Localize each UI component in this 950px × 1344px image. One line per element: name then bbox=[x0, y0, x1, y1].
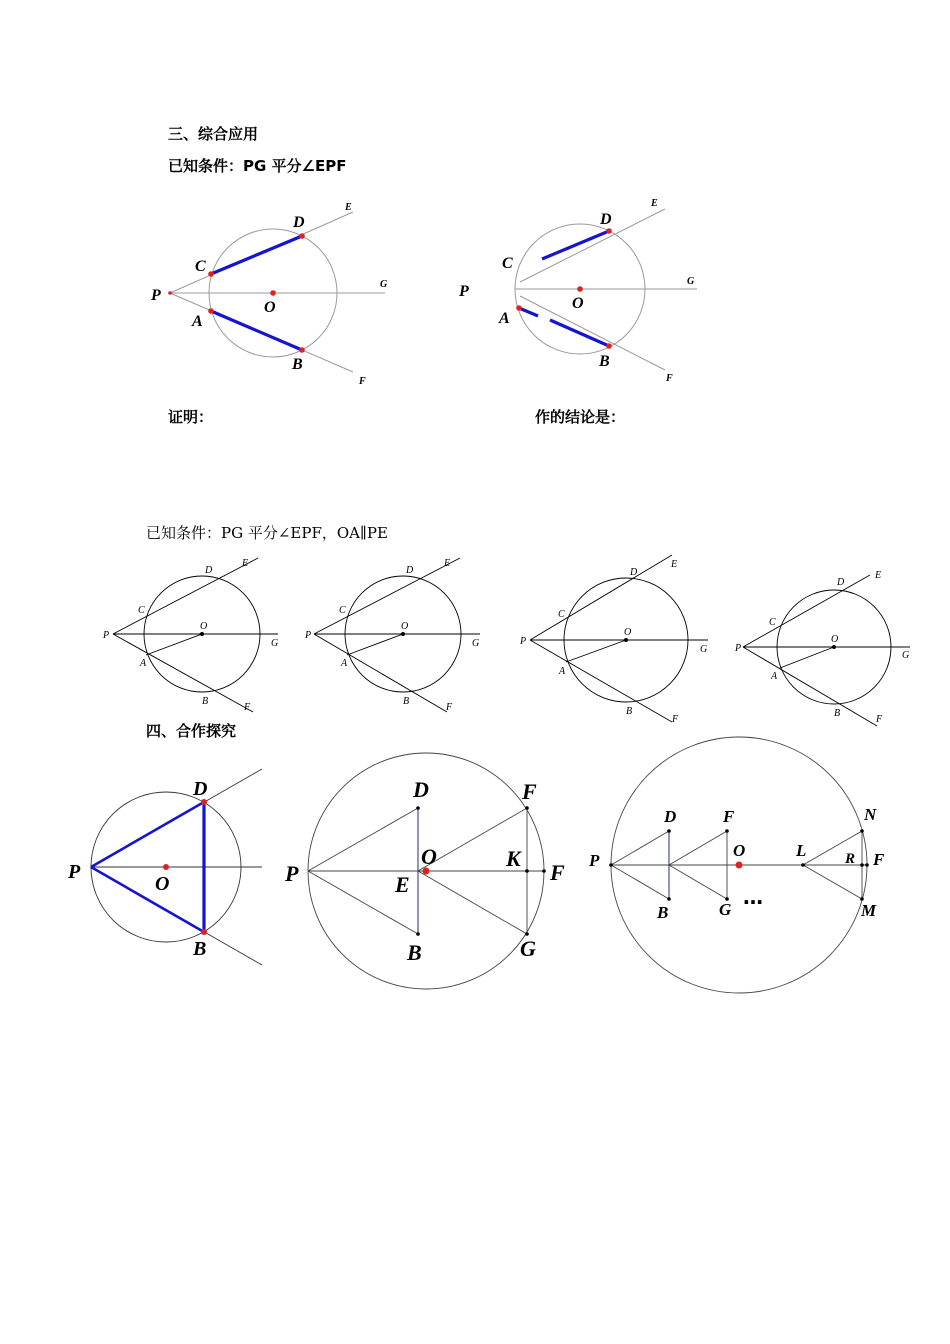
label-K-4b: K bbox=[506, 846, 521, 871]
label-F-3c: F bbox=[672, 714, 679, 725]
label-O-3a: O bbox=[200, 621, 208, 632]
section-3-condition: 已知条件：PG 平分∠EPF bbox=[168, 157, 347, 175]
label-O-3b: O bbox=[401, 621, 409, 632]
label-C-2: C bbox=[502, 255, 513, 272]
label-D-4b: D bbox=[413, 777, 429, 802]
label-R-4c: R bbox=[845, 851, 856, 867]
figure-3c bbox=[519, 555, 708, 725]
label-F2-4c: F bbox=[873, 850, 885, 869]
label-A-3a: A bbox=[140, 658, 147, 669]
label-G-2: G bbox=[687, 276, 695, 287]
label-M-4c: M bbox=[861, 901, 877, 920]
label-F-3a: F bbox=[244, 702, 251, 713]
label-G-4c: G bbox=[719, 900, 732, 919]
label-B-3c: B bbox=[626, 706, 633, 717]
label-P-3c: P bbox=[520, 636, 527, 647]
label-D-3a: D bbox=[205, 565, 213, 576]
label-P-3a: P bbox=[103, 630, 110, 641]
label-E-3d: E bbox=[875, 570, 882, 581]
proof-label: 证明： bbox=[168, 408, 214, 426]
label-G-4b: G bbox=[520, 936, 536, 961]
label-F-2: F bbox=[666, 373, 673, 384]
label-A-2: A bbox=[499, 310, 510, 327]
label-P-2: P bbox=[459, 283, 469, 300]
label-P-3d: P bbox=[735, 643, 742, 654]
label-E-3c: E bbox=[671, 559, 678, 570]
label-E-2: E bbox=[651, 198, 658, 209]
label-F-3d: F bbox=[876, 714, 883, 725]
label-G: G bbox=[380, 279, 388, 290]
label-D: D bbox=[293, 214, 305, 231]
label-P-4b: P bbox=[285, 861, 299, 886]
label-E-4b: E bbox=[395, 872, 410, 897]
label-A-3b: A bbox=[341, 658, 348, 669]
label-D-2: D bbox=[600, 211, 612, 228]
label-F-3b: F bbox=[446, 702, 453, 713]
label-C-3a: C bbox=[138, 605, 145, 616]
label-A-3d: A bbox=[771, 671, 778, 682]
figure-2 bbox=[458, 198, 697, 384]
label-G-3d: G bbox=[902, 650, 910, 661]
label-L-4c: L bbox=[796, 841, 807, 860]
label-P: P bbox=[151, 287, 161, 304]
label-B-4b: B bbox=[407, 940, 422, 965]
label-A: A bbox=[192, 313, 203, 330]
figure-3b bbox=[304, 558, 480, 713]
label-D-3c: D bbox=[630, 567, 638, 578]
label-P-4c: P bbox=[589, 851, 600, 870]
figure-4c bbox=[588, 737, 885, 993]
label-O-3d: O bbox=[831, 634, 839, 645]
label-C-3c: C bbox=[558, 609, 565, 620]
label-C-3b: C bbox=[339, 605, 346, 616]
section-3-heading: 三、综合应用 bbox=[168, 125, 259, 143]
label-D-4c: D bbox=[664, 807, 677, 826]
label-F-4b: F bbox=[522, 779, 537, 804]
label-E-3b: E bbox=[444, 558, 451, 569]
label-B-2: B bbox=[599, 353, 610, 370]
label-O: O bbox=[264, 299, 276, 316]
label-C: C bbox=[195, 258, 206, 275]
label-D-4a: D bbox=[193, 778, 208, 800]
label-F: F bbox=[359, 376, 366, 387]
label-A-3c: A bbox=[559, 666, 566, 677]
label-F-4c: F bbox=[723, 807, 735, 826]
ellipsis-mark: … bbox=[743, 885, 763, 909]
label-G-3b: G bbox=[472, 638, 480, 649]
figure-4b bbox=[284, 753, 565, 989]
figure-3a bbox=[102, 558, 278, 713]
label-P-3b: P bbox=[305, 630, 312, 641]
section-3b-condition: 已知条件：PG 平分∠EPF，OA∥PE bbox=[146, 524, 388, 542]
label-N-4c: N bbox=[864, 805, 877, 824]
label-D-3b: D bbox=[406, 565, 414, 576]
label-B: B bbox=[292, 356, 303, 373]
label-G-3a: G bbox=[271, 638, 279, 649]
label-E: E bbox=[345, 202, 352, 213]
label-E-3a: E bbox=[242, 558, 249, 569]
label-P-4a: P bbox=[68, 861, 81, 883]
figure-3d bbox=[734, 570, 910, 726]
label-G-3c: G bbox=[700, 644, 708, 655]
label-O-2: O bbox=[572, 295, 584, 312]
label-C-3d: C bbox=[769, 617, 776, 628]
conclusion-label: 作的结论是： bbox=[535, 408, 626, 426]
label-O-4c: O bbox=[733, 841, 746, 860]
label-B-3b: B bbox=[403, 696, 410, 707]
label-B-3d: B bbox=[834, 708, 841, 719]
label-O-4b: O bbox=[421, 844, 437, 869]
section-4-heading: 四、合作探究 bbox=[146, 722, 237, 740]
label-F2-4b: F bbox=[550, 860, 565, 885]
label-B-4a: B bbox=[193, 938, 207, 960]
label-D-3d: D bbox=[837, 577, 845, 588]
label-O-3c: O bbox=[624, 627, 632, 638]
figure-1 bbox=[150, 202, 388, 387]
label-B-3a: B bbox=[202, 696, 209, 707]
figure-4a bbox=[67, 769, 262, 965]
label-O-4a: O bbox=[155, 873, 170, 895]
label-B-4c: B bbox=[657, 903, 669, 922]
